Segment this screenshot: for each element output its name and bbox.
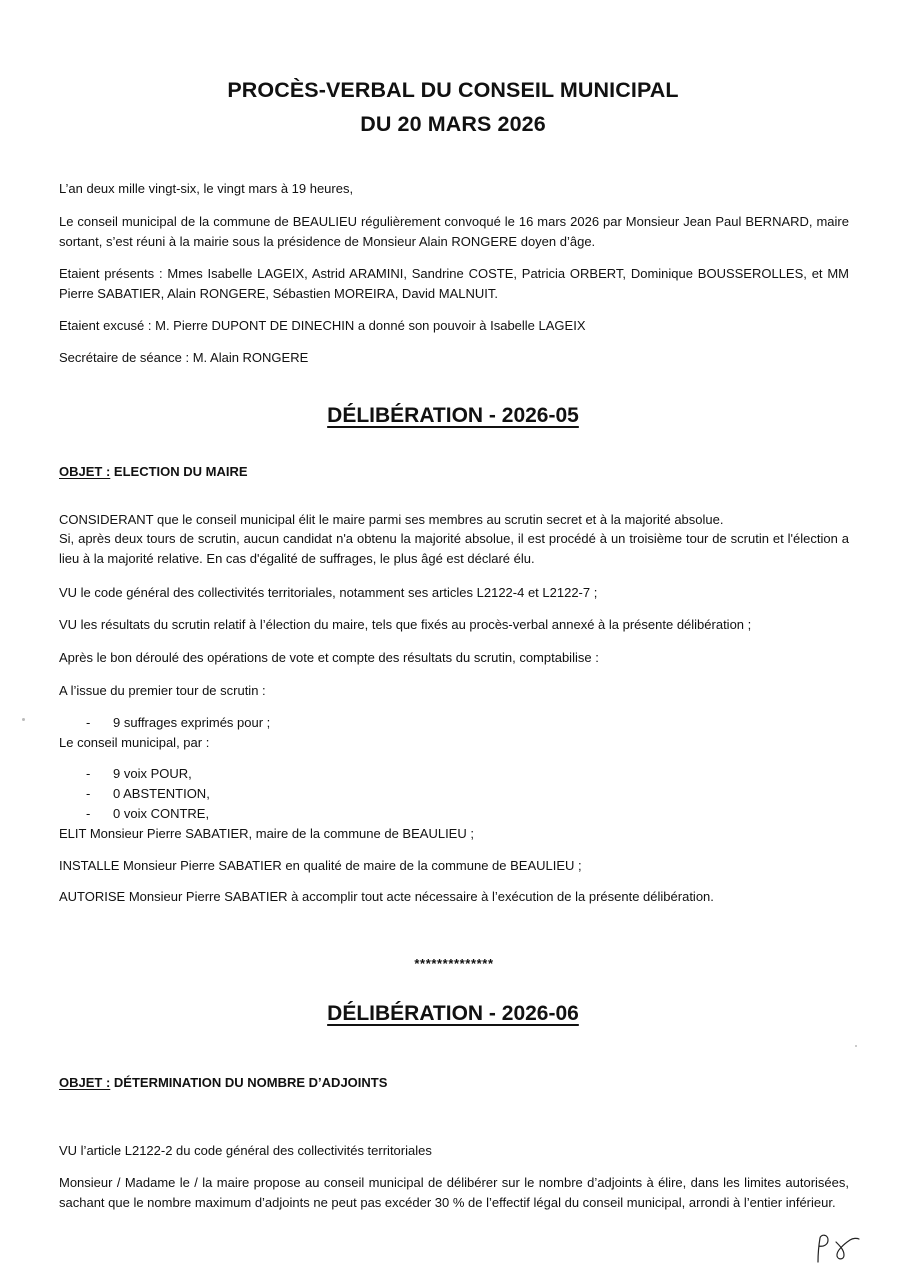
objet-line-06 (59, 1073, 849, 1093)
installe-paragraph: INSTALLE Monsieur Pierre SABATIER en qualité de maire de la commune de BEAULIEU ; (59, 858, 582, 873)
elit-paragraph: ELIT Monsieur Pierre SABATIER, maire de la commune de BEAULIEU ; (59, 826, 474, 841)
vu-article: VU l’article L2122-2 du code général des collectivités territoriales (59, 1143, 432, 1158)
vote-text: 0 ABSTENTION, (113, 786, 210, 801)
page-title-line-2: DU 20 MARS 2026 (360, 112, 546, 136)
deliberation-heading-05: DÉLIBÉRATION - 2026-05 (327, 404, 579, 427)
bullet-dash: - (86, 715, 91, 730)
page-title-line-1: PROCÈS-VERBAL DU CONSEIL MUNICIPAL (227, 78, 679, 102)
bullet-dash: - (86, 806, 91, 821)
conseil-par: Le conseil municipal, par : (59, 735, 210, 750)
si-paragraph: Si, après deux tours de scrutin, aucun candidat n'a obtenu la majorité absolue, il est procédé à un troisième tour de scrutin et l'élection a lieu à la majorité relative. En cas d'égalité de suffrages, le plus âgé est déclaré élu. (59, 531, 849, 566)
section-separator: ************** (414, 956, 494, 971)
vote-item (86, 784, 210, 804)
objet-label: OBJET : (59, 464, 111, 479)
intro-convocation: Le conseil municipal de la commune de BEAULIEU régulièrement convoqué le 16 mars 2026 par Monsieur Jean Paul BERNARD, maire sortant, s’est réuni à la mairie sous la présidence de Monsieur Alain RONGERE doyen d’âge. (59, 214, 849, 249)
bullet-dash: - (86, 786, 91, 801)
scan-speck (22, 718, 25, 721)
issue-premier-tour: A l’issue du premier tour de scrutin : (59, 683, 266, 698)
bullet-text: 9 suffrages exprimés pour ; (113, 715, 271, 730)
bullet-suffrages (86, 713, 270, 733)
considerant-paragraph: CONSIDERANT que le conseil municipal élit le maire parmi ses membres au scrutin secret et à la majorité absolue. (59, 512, 724, 527)
apres-paragraph: Après le bon déroulé des opérations de vote et compte des résultats du scrutin, comptabilise : (59, 650, 599, 665)
bullet-dash: - (86, 766, 91, 781)
vu-code-general: VU le code général des collectivités territoriales, notamment ses articles L2122-4 et L2122-7 ; (59, 585, 598, 600)
vote-text: 9 voix POUR, (113, 766, 192, 781)
vote-text: 0 voix CONTRE, (113, 806, 210, 821)
deliberation-heading-06: DÉLIBÉRATION - 2026-06 (327, 1002, 579, 1025)
vu-resultats: VU les résultats du scrutin relatif à l’élection du maire, tels que fixés au procès-verbal annexé à la présente délibération ; (59, 617, 752, 632)
scan-speck (855, 1045, 857, 1047)
vote-item (86, 804, 209, 824)
autorise-paragraph: AUTORISE Monsieur Pierre SABATIER à accomplir tout acte nécessaire à l’exécution de la présente délibération. (59, 889, 714, 904)
objet-line-05 (59, 462, 849, 482)
intro-presents: Etaient présents : Mmes Isabelle LAGEIX, Astrid ARAMINI, Sandrine COSTE, Patricia ORBERT, Dominique BOUSSEROLLES, et MM Pierre SABATIER, Alain RONGERE, Sébastien MOREIRA, David MALNUIT. (59, 266, 849, 301)
propose-paragraph: Monsieur / Madame le / la maire propose au conseil municipal de délibérer sur le nombre d’adjoints à élire, dans les limites autorisées, sachant que le nombre maximum d’adjoints ne peut pas excéder 30 % de l’effectif légal du conseil municipal, arrondi à l’entier inférieur. (59, 1175, 849, 1210)
vote-item (86, 764, 192, 784)
handwritten-initials (810, 1232, 870, 1266)
intro-secretaire: Secrétaire de séance : M. Alain RONGERE (59, 350, 309, 365)
objet-text: ELECTION DU MAIRE (110, 464, 248, 479)
intro-date: L’an deux mille vingt-six, le vingt mars à 19 heures, (59, 181, 354, 196)
intro-excuses: Etaient excusé : M. Pierre DUPONT DE DINECHIN a donné son pouvoir à Isabelle LAGEIX (59, 318, 586, 333)
objet-text: DÉTERMINATION DU NOMBRE D’ADJOINTS (110, 1075, 388, 1090)
objet-label: OBJET : (59, 1075, 111, 1090)
